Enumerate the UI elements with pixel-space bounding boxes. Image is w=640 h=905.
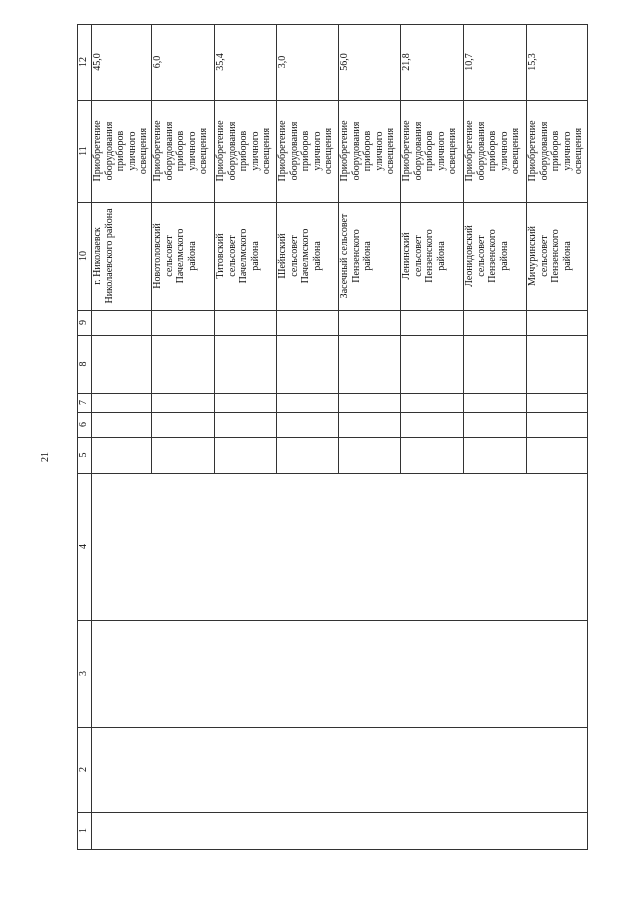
amount-cell: 3,0 — [277, 55, 288, 69]
amount-cell: 45,0 — [92, 53, 103, 71]
location-cell: Шейнский сельсовет Пачелмского района — [277, 228, 323, 284]
location-cell: Ленинский сельсовет Пензенского района — [401, 229, 447, 283]
amount-cell: 10,7 — [464, 53, 475, 71]
description-cell: Приобретение оборудования приборов уличного освещения — [527, 120, 584, 182]
description-cell: Приобретение оборудования приборов уличного освещения — [464, 120, 521, 182]
column-number-2: 2 — [78, 767, 89, 772]
column-number-12: 12 — [78, 57, 89, 67]
amount-cell: 15,3 — [527, 53, 538, 71]
description-cell: Приобретение оборудования приборов уличного освещения — [401, 120, 458, 182]
column-number-3: 3 — [78, 671, 89, 676]
amount-cell: 56,0 — [339, 53, 350, 71]
amount-cell: 35,4 — [215, 53, 226, 71]
column-number-5: 5 — [78, 452, 89, 458]
location-cell: Засечный сельсовет Пензенского района — [339, 213, 373, 299]
column-number-11: 11 — [78, 146, 89, 156]
location-cell: Новотоловский сельсовет Пачелмского района — [152, 223, 198, 289]
column-number-8: 8 — [78, 361, 89, 367]
location-cell: Леонидовский сельсовет Пензенского района — [464, 225, 510, 287]
location-cell: Мичуринский сельсовет Пензенского района — [527, 226, 573, 286]
description-cell: Приобретение оборудования приборов уличного освещения — [277, 120, 334, 182]
description-cell: Приобретение оборудования приборов уличного освещения — [339, 120, 396, 182]
column-number-7: 7 — [78, 400, 89, 405]
column-number-10: 10 — [78, 251, 89, 261]
column-number-4: 4 — [78, 544, 89, 549]
description-cell: Приобретение оборудования приборов уличного освещения — [152, 120, 209, 182]
description-cell: Приобретение оборудования приборов уличного освещения — [92, 120, 149, 182]
location-cell: г. Николаевск Николаевского района — [92, 208, 115, 304]
column-number-9: 9 — [78, 320, 89, 325]
column-number-6: 6 — [78, 422, 89, 427]
description-cell: Приобретение оборудования приборов уличного освещения — [215, 120, 272, 182]
page-number: 21 — [40, 452, 51, 462]
amount-cell: 6,0 — [152, 55, 163, 69]
column-number-1: 1 — [78, 828, 89, 833]
location-cell: Титовский сельсовет Пачелмского района — [215, 228, 261, 284]
amount-cell: 21,8 — [401, 53, 412, 71]
